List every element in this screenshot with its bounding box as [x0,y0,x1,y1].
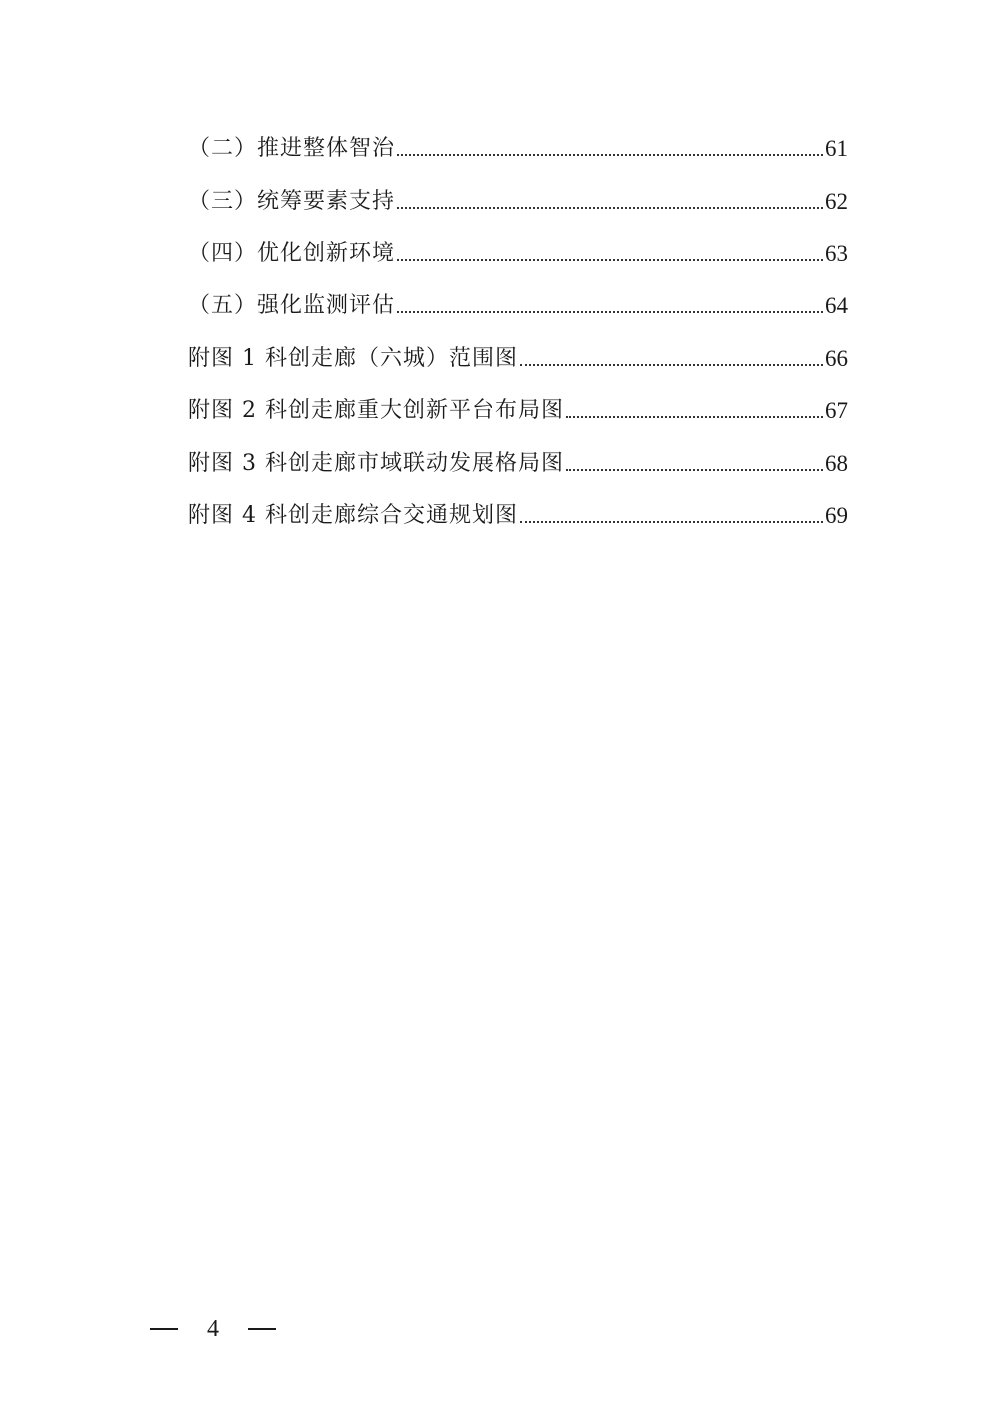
dot-leader [397,311,823,313]
dot-leader [397,259,823,261]
page-footer [150,1312,276,1346]
footer-dash-right [248,1328,276,1330]
toc-entry[interactable] [188,338,848,372]
toc-entry[interactable] [188,233,848,267]
footer-dash-left [150,1328,178,1330]
toc-entry-page: 67 [825,398,848,423]
toc-entry-page: 63 [825,241,848,266]
toc-entry-title: 附图 2 科创走廊重大创新平台布局图 [188,398,564,423]
toc-entry[interactable] [188,443,848,477]
toc-entry-title: （四）优化创新环境 [188,241,396,266]
toc-entry-page: 66 [825,346,848,371]
table-of-contents [0,0,1000,560]
toc-entry[interactable] [188,495,848,529]
dot-leader [566,416,823,418]
dot-leader [397,154,823,156]
toc-entry[interactable] [188,285,848,319]
toc-entry-title: 附图 3 科创走廊市域联动发展格局图 [188,451,564,476]
toc-entry[interactable] [188,128,848,162]
toc-entry[interactable] [188,390,848,424]
toc-entry-page: 68 [825,451,848,476]
toc-entry[interactable] [188,181,848,215]
toc-entry-page: 62 [825,189,848,214]
toc-entry-page: 61 [825,136,848,161]
toc-entry-page: 69 [825,503,848,528]
page-number: 4 [207,1315,219,1342]
toc-entry-page: 64 [825,293,848,318]
toc-entry-title: 附图 4 科创走廊综合交通规划图 [188,503,518,528]
dot-leader [520,521,823,523]
dot-leader [397,207,823,209]
dot-leader [520,364,823,366]
toc-entry-title: 附图 1 科创走廊（六城）范围图 [188,346,518,371]
toc-entry-title: （三）统筹要素支持 [188,189,396,214]
dot-leader [566,469,823,471]
toc-entry-title: （二）推进整体智治 [188,136,396,161]
toc-entry-title: （五）强化监测评估 [188,293,396,318]
